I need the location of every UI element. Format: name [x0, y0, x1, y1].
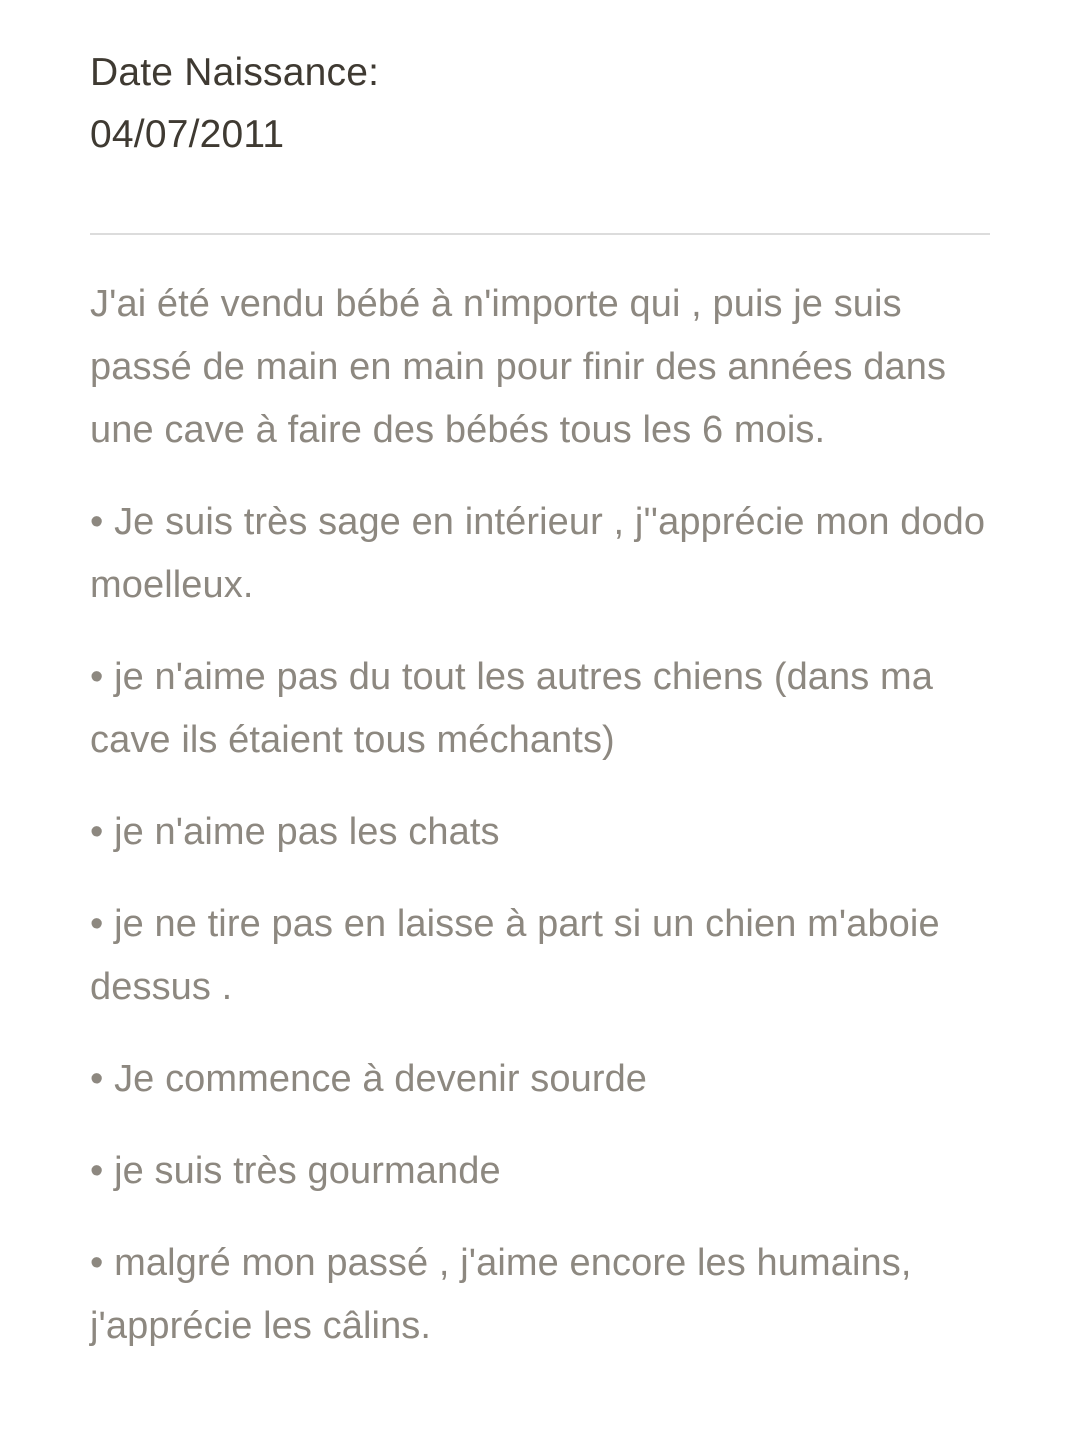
bullet-text: je n'aime pas du tout les autres chiens (dans ma cave ils étaient tous méchants) [90, 656, 934, 761]
bullet-item [90, 893, 1000, 1019]
bullet-item [90, 1232, 1000, 1358]
bullet-text: Je suis très sage en intérieur , j''apprécie mon dodo moelleux. [90, 501, 986, 606]
bullet-icon: • [90, 656, 104, 698]
birth-date-block [90, 42, 990, 166]
bullet-item [90, 491, 1000, 617]
bullet-icon: • [90, 1242, 104, 1284]
bullet-text: je ne tire pas en laisse à part si un chien m'aboie dessus . [90, 903, 940, 1008]
bullet-item [90, 1048, 1000, 1111]
birth-date-label: Date Naissance: [90, 51, 380, 94]
bullet-item [90, 1140, 1000, 1203]
bullet-icon: • [90, 1150, 104, 1192]
birth-date-value: 04/07/2011 [90, 113, 285, 156]
bullet-icon: • [90, 811, 104, 853]
bullet-text: je n'aime pas les chats [114, 811, 500, 853]
bullet-icon: • [90, 1058, 104, 1100]
description-block [90, 273, 1000, 1387]
intro-paragraph: J'ai été vendu bébé à n'importe qui , puis je suis passé de main en main pour finir des années dans une cave à faire des bébés tous les 6 mois. [90, 283, 947, 451]
section-divider [90, 233, 990, 235]
bullet-item [90, 801, 1000, 864]
bullet-icon: • [90, 501, 104, 543]
bullet-icon: • [90, 903, 104, 945]
bullet-text: Je commence à devenir sourde [114, 1058, 648, 1100]
bullet-item [90, 646, 1000, 772]
bullet-text: malgré mon passé , j'aime encore les humains, j'apprécie les câlins. [90, 1242, 912, 1347]
bullet-text: je suis très gourmande [114, 1150, 501, 1192]
